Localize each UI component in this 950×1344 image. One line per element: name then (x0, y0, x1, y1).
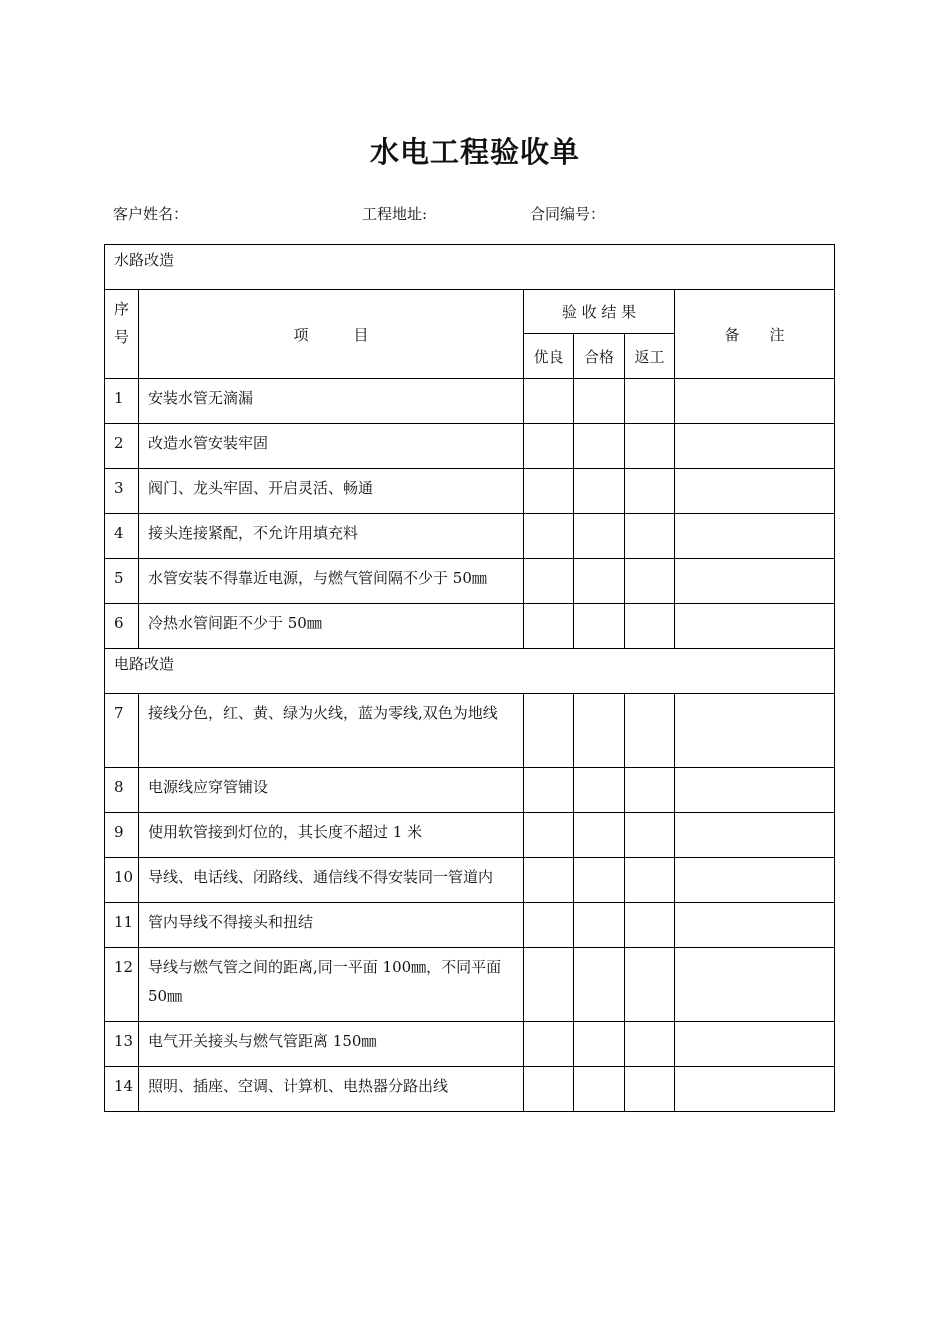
excellent-cell[interactable] (524, 768, 574, 813)
remark-cell[interactable] (675, 768, 835, 813)
remark-cell[interactable] (675, 694, 835, 768)
contract-number-label: 合同编号： (530, 205, 606, 223)
excellent-cell[interactable] (524, 469, 574, 514)
customer-name-label: 客户姓名： (113, 205, 189, 223)
excellent-cell[interactable] (524, 379, 574, 424)
rework-cell[interactable] (625, 514, 675, 559)
qualified-cell[interactable] (574, 424, 625, 469)
qualified-cell[interactable] (574, 1067, 625, 1112)
remark-cell[interactable] (675, 469, 835, 514)
header-seq: 序号 (105, 290, 139, 379)
row-item: 安装水管无滴漏 (139, 379, 524, 424)
qualified-cell[interactable] (574, 858, 625, 903)
excellent-cell[interactable] (524, 694, 574, 768)
table-row (105, 559, 835, 604)
rework-cell[interactable] (625, 604, 675, 649)
row-item: 接头连接紧配，不允许用填充料 (139, 514, 524, 559)
table-row (105, 1022, 835, 1067)
row-number: 2 (105, 424, 139, 469)
remark-cell[interactable] (675, 559, 835, 604)
table-row (105, 469, 835, 514)
qualified-cell[interactable] (574, 694, 625, 768)
table-row (105, 948, 835, 1022)
table-row (105, 514, 835, 559)
row-number: 9 (105, 813, 139, 858)
rework-cell[interactable] (625, 813, 675, 858)
header-excellent: 优良 (524, 334, 574, 379)
row-number: 12 (105, 948, 139, 1022)
table-row (105, 604, 835, 649)
header-rework: 返工 (625, 334, 675, 379)
row-item: 使用软管接到灯位的，其长度不超过 1 米 (139, 813, 524, 858)
excellent-cell[interactable] (524, 948, 574, 1022)
rework-cell[interactable] (625, 469, 675, 514)
table-row (105, 424, 835, 469)
qualified-cell[interactable] (574, 1022, 625, 1067)
table-row (105, 858, 835, 903)
section-electric-header: 电路改造 (105, 649, 835, 694)
row-item: 阀门、龙头牢固、开启灵活、畅通 (139, 469, 524, 514)
rework-cell[interactable] (625, 424, 675, 469)
qualified-cell[interactable] (574, 604, 625, 649)
excellent-cell[interactable] (524, 424, 574, 469)
row-number: 11 (105, 903, 139, 948)
excellent-cell[interactable] (524, 559, 574, 604)
excellent-cell[interactable] (524, 813, 574, 858)
row-number: 13 (105, 1022, 139, 1067)
remark-cell[interactable] (675, 813, 835, 858)
table-row (105, 379, 835, 424)
header-remark: 备 注 (675, 290, 835, 379)
row-item: 照明、插座、空调、计算机、电热器分路出线 (139, 1067, 524, 1112)
remark-cell[interactable] (675, 948, 835, 1022)
row-item: 接线分色，红、黄、绿为火线，蓝为零线,双色为地线 (139, 694, 524, 768)
project-address-label: 工程地址: (362, 205, 428, 223)
header-item: 项 目 (139, 290, 524, 379)
qualified-cell[interactable] (574, 559, 625, 604)
excellent-cell[interactable] (524, 1022, 574, 1067)
header-qualified: 合格 (574, 334, 625, 379)
rework-cell[interactable] (625, 379, 675, 424)
excellent-cell[interactable] (524, 514, 574, 559)
table-row (105, 694, 835, 768)
row-item: 冷热水管间距不少于 50㎜ (139, 604, 524, 649)
row-number: 7 (105, 694, 139, 768)
qualified-cell[interactable] (574, 768, 625, 813)
row-number: 4 (105, 514, 139, 559)
document-title: 水电工程验收单 (369, 135, 580, 169)
row-number: 8 (105, 768, 139, 813)
rework-cell[interactable] (625, 1067, 675, 1112)
table-row (105, 768, 835, 813)
remark-cell[interactable] (675, 604, 835, 649)
qualified-cell[interactable] (574, 903, 625, 948)
qualified-cell[interactable] (574, 948, 625, 1022)
remark-cell[interactable] (675, 379, 835, 424)
rework-cell[interactable] (625, 694, 675, 768)
row-item: 改造水管安装牢固 (139, 424, 524, 469)
remark-cell[interactable] (675, 424, 835, 469)
section-row (105, 649, 835, 694)
qualified-cell[interactable] (574, 813, 625, 858)
row-number: 5 (105, 559, 139, 604)
rework-cell[interactable] (625, 903, 675, 948)
excellent-cell[interactable] (524, 858, 574, 903)
row-number: 14 (105, 1067, 139, 1112)
rework-cell[interactable] (625, 858, 675, 903)
table-row (105, 1067, 835, 1112)
qualified-cell[interactable] (574, 379, 625, 424)
remark-cell[interactable] (675, 903, 835, 948)
acceptance-table (104, 244, 835, 1112)
row-item: 导线、电话线、闭路线、通信线不得安装同一管道内 (139, 858, 524, 903)
rework-cell[interactable] (625, 1022, 675, 1067)
excellent-cell[interactable] (524, 903, 574, 948)
remark-cell[interactable] (675, 858, 835, 903)
excellent-cell[interactable] (524, 1067, 574, 1112)
table-row (105, 903, 835, 948)
row-item: 导线与燃气管之间的距离,同一平面 100㎜，不同平面 50㎜ (139, 948, 524, 1022)
row-number: 6 (105, 604, 139, 649)
qualified-cell[interactable] (574, 514, 625, 559)
excellent-cell[interactable] (524, 604, 574, 649)
rework-cell[interactable] (625, 948, 675, 1022)
row-item: 管内导线不得接头和扭结 (139, 903, 524, 948)
row-number: 10 (105, 858, 139, 903)
row-item: 电源线应穿管铺设 (139, 768, 524, 813)
section-water-header: 水路改造 (105, 245, 835, 290)
remark-cell[interactable] (675, 514, 835, 559)
header-result: 验 收 结 果 (524, 290, 675, 334)
remark-cell[interactable] (675, 1022, 835, 1067)
table-row (105, 813, 835, 858)
qualified-cell[interactable] (574, 469, 625, 514)
row-item: 电气开关接头与燃气管距离 150㎜ (139, 1022, 524, 1067)
row-number: 1 (105, 379, 139, 424)
rework-cell[interactable] (625, 768, 675, 813)
remark-cell[interactable] (675, 1067, 835, 1112)
row-item: 水管安装不得靠近电源，与燃气管间隔不少于 50㎜ (139, 559, 524, 604)
row-number: 3 (105, 469, 139, 514)
rework-cell[interactable] (625, 559, 675, 604)
